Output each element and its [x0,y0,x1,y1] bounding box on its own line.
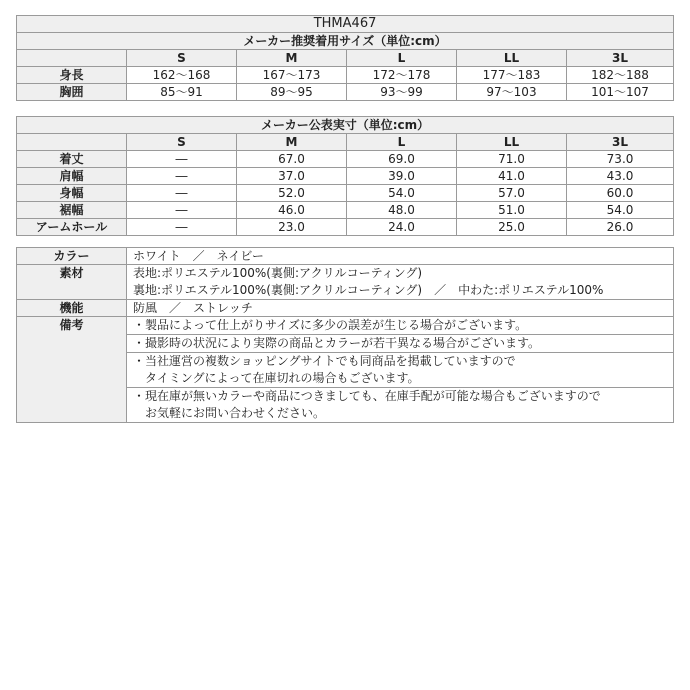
table-cell: 48.0 [347,202,457,219]
table-cell: 52.0 [237,185,347,202]
row-label: 機能 [17,300,127,317]
row-label: カラー [17,248,127,265]
note-line: ・現在庫が無いカラーや商品につきましても、在庫手配が可能な場合もございますので [133,389,601,403]
table-cell: ― [127,185,237,202]
table-row [17,67,674,84]
table-cell: 41.0 [457,168,567,185]
table-cell: ― [127,202,237,219]
table-cell: 89～95 [237,84,347,101]
table-cell: 162～168 [127,67,237,84]
table-cell: 172～178 [347,67,457,84]
note-line: お気軽にお問い合わせください。 [133,406,326,420]
row-label: 備考 [17,317,127,423]
table-cell: 177～183 [457,67,567,84]
color-value: ホワイト ／ ネイビー [127,248,674,265]
table-row [17,84,674,101]
table-cell: 43.0 [567,168,674,185]
row-label: 裾幅 [17,202,127,219]
table-cell: ― [127,219,237,236]
row-label: 胸囲 [17,84,127,101]
product-info-table [16,247,674,423]
table-cell: 37.0 [237,168,347,185]
size-header: S [127,134,237,151]
table-cell: 97～103 [457,84,567,101]
note-item [127,388,674,423]
table-row [17,248,674,265]
table-cell: ― [127,168,237,185]
row-label: アームホール [17,219,127,236]
material-value [127,265,674,300]
table-cell: 39.0 [347,168,457,185]
size-header: S [127,50,237,67]
table-cell: 85～91 [127,84,237,101]
note-item [127,353,674,388]
size-header: LL [457,50,567,67]
corner-cell [17,50,127,67]
note-line: タイミングによって在庫切れの場合もございます。 [133,371,420,385]
table-cell: 25.0 [457,219,567,236]
recommended-size-title: メーカー推奨着用サイズ（単位:cm） [17,33,674,50]
table-cell: 60.0 [567,185,674,202]
size-header-row [17,134,674,151]
table-cell: 93～99 [347,84,457,101]
size-header: M [237,50,347,67]
table-cell: 23.0 [237,219,347,236]
table-cell: 167～173 [237,67,347,84]
table-row [17,202,674,219]
material-line: 表地:ポリエステル100%(裏側:アクリルコーティング) [133,266,423,280]
table-row [17,265,674,300]
table-cell: 57.0 [457,185,567,202]
corner-cell [17,134,127,151]
note-line: ・製品によって仕上がりサイズに多少の誤差が生じる場合がございます。 [133,318,528,332]
table-cell: 182～188 [567,67,674,84]
table-row [17,300,674,317]
table-cell: 73.0 [567,151,674,168]
table-cell: 46.0 [237,202,347,219]
table-row [17,219,674,236]
row-label: 素材 [17,265,127,300]
row-label: 身長 [17,67,127,84]
table-cell: 54.0 [567,202,674,219]
recommended-size-table [16,15,674,101]
size-header: L [347,134,457,151]
table-cell: 69.0 [347,151,457,168]
measured-size-table [16,116,674,236]
model-number: THMA467 [17,16,674,33]
table-row [17,151,674,168]
table-row [17,168,674,185]
row-label: 肩幅 [17,168,127,185]
size-header: L [347,50,457,67]
size-header: M [237,134,347,151]
row-label: 着丈 [17,151,127,168]
function-value: 防風 ／ ストレッチ [127,300,674,317]
material-line: 裏地:ポリエステル100%(裏側:アクリルコーティング) ／ 中わた:ポリエステル100% [133,283,604,297]
size-header: LL [457,134,567,151]
table-cell: 51.0 [457,202,567,219]
note-item [127,317,674,335]
table-cell: 101～107 [567,84,674,101]
table-row [17,185,674,202]
table-cell: ― [127,151,237,168]
table-cell: 71.0 [457,151,567,168]
note-line: ・当社運営の複数ショッピングサイトでも同商品を掲載していますので [133,354,516,368]
size-header-row [17,50,674,67]
table-cell: 67.0 [237,151,347,168]
table-cell: 24.0 [347,219,457,236]
table-cell: 54.0 [347,185,457,202]
note-line: ・撮影時の状況により実際の商品とカラーが若干異なる場合がございます。 [133,336,541,350]
measured-size-title: メーカー公表実寸（単位:cm） [17,117,674,134]
note-item [127,335,674,353]
table-row [17,317,674,335]
row-label: 身幅 [17,185,127,202]
size-header: 3L [567,134,674,151]
table-cell: 26.0 [567,219,674,236]
size-header: 3L [567,50,674,67]
